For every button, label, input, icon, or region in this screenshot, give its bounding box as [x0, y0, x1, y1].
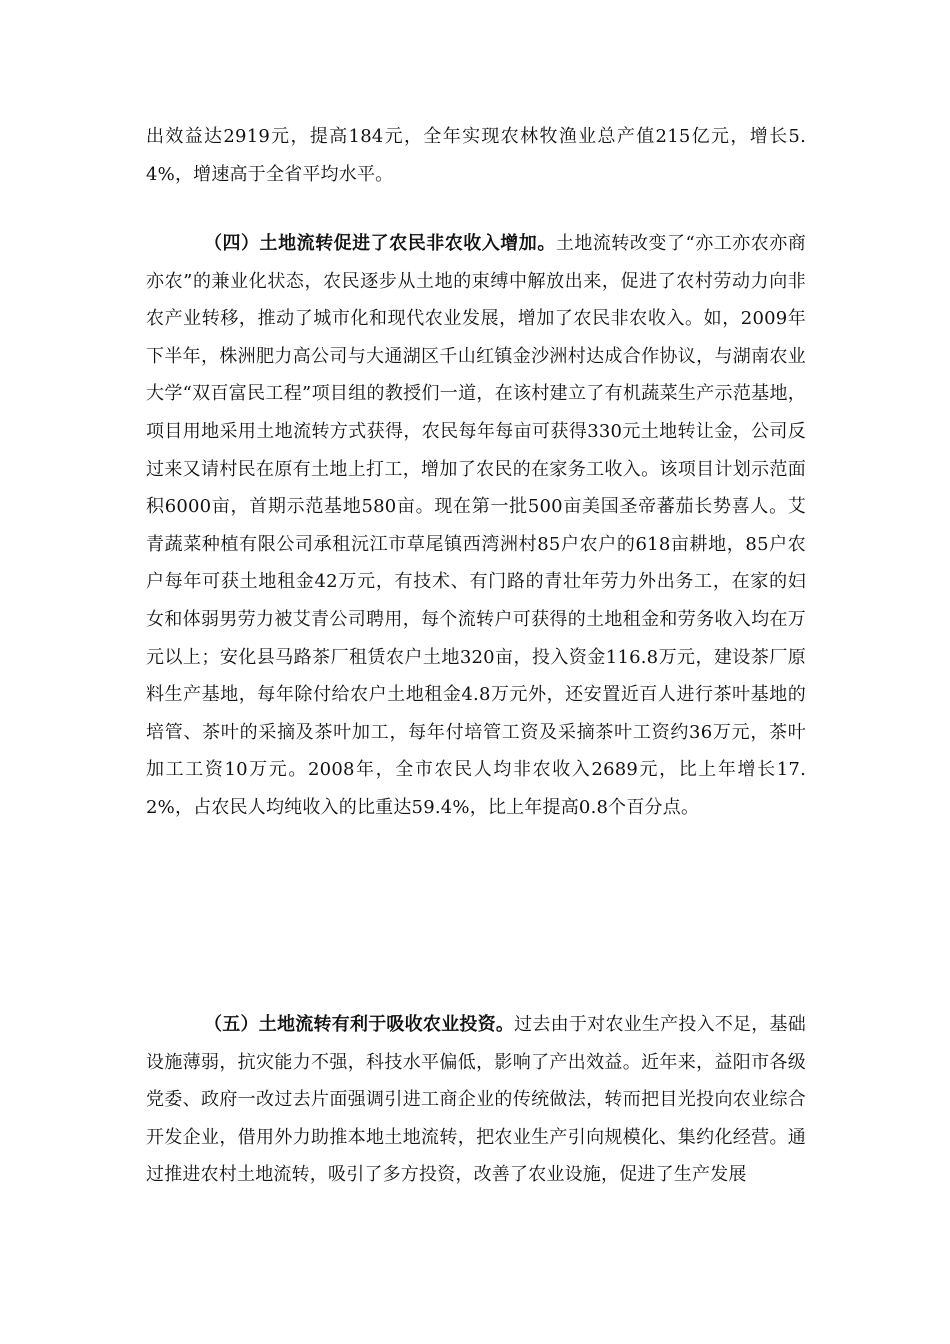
paragraph-continuation: [146, 118, 806, 193]
paragraph-section-five: [146, 1006, 806, 1194]
paragraph-text: 土地流转改变了“亦工亦农亦商亦农”的兼业化状态，农民逐步从土地的束缚中解放出来，促进了农村劳动力向非农产业转移，推动了城市化和现代农业发展，增加了农民非农收入。如，2009年下半年，株洲肥力高公司与大通湖区千山红镇金沙洲村达成合作协议，与湖南农业大学“双百富民工程”项目组的教授们一道，在该村建立了有机蔬菜生产示范基地，项目用地采用土地流转方式获得，农民每年每亩可获得330元土地转让金，公司反过来又请村民在原有土地上打工，增加了农民的在家务工收入。该项目计划示范面积6000亩，首期示范基地580亩。现在第一批500亩美国圣帝蕃茄长势喜人。艾青蔬菜种植有限公司承租沅江市草尾镇西湾洲村85户农户的618亩耕地，85户农户每年可获土地租金42万元，有技术、有门路的青壮年劳力外出务工，在家的妇女和体弱男劳力被艾青公司聘用，每个流转户可获得的土地租金和劳务收入均在万元以上；安化县马路茶厂租赁农户土地320亩，投入资金116.8万元，建设茶厂原料生产基地，每年除付给农户土地租金4.8万元外，还安置近百人进行茶叶基地的培管、茶叶的采摘及茶叶加工，每年付培管工资及采摘茶叶工资约36万元，茶叶加工工资10万元。2008年，全市农民人均非农收入2689元，比上年增长17.2%，占农民人均纯收入的比重达59.4%，比上年提高0.8个百分点。: [146, 233, 806, 818]
paragraph-text: 过去由于对农业生产投入不足，基础设施薄弱，抗灾能力不强，科技水平偏低，影响了产出效益。近年来，益阳市各级党委、政府一改过去片面强调引进工商企业的传统做法，转而把目光投向农业综合开发企业，借用外力助推本地土地流转，把农业生产引向规模化、集约化经营。通过推进农村土地流转，吸引了多方投资，改善了农业设施，促进了生产发展: [146, 1014, 806, 1186]
section-heading: （五）土地流转有利于吸收农业投资。: [204, 1014, 515, 1035]
section-heading: （四）土地流转促进了农民非农收入增加。: [204, 233, 556, 254]
paragraph-section-four: [146, 225, 806, 827]
paragraph-text: 出效益达2919元，提高184元，全年实现农林牧渔业总产值215亿元，增长5.4%，增速高于全省平均水平。: [146, 126, 806, 185]
